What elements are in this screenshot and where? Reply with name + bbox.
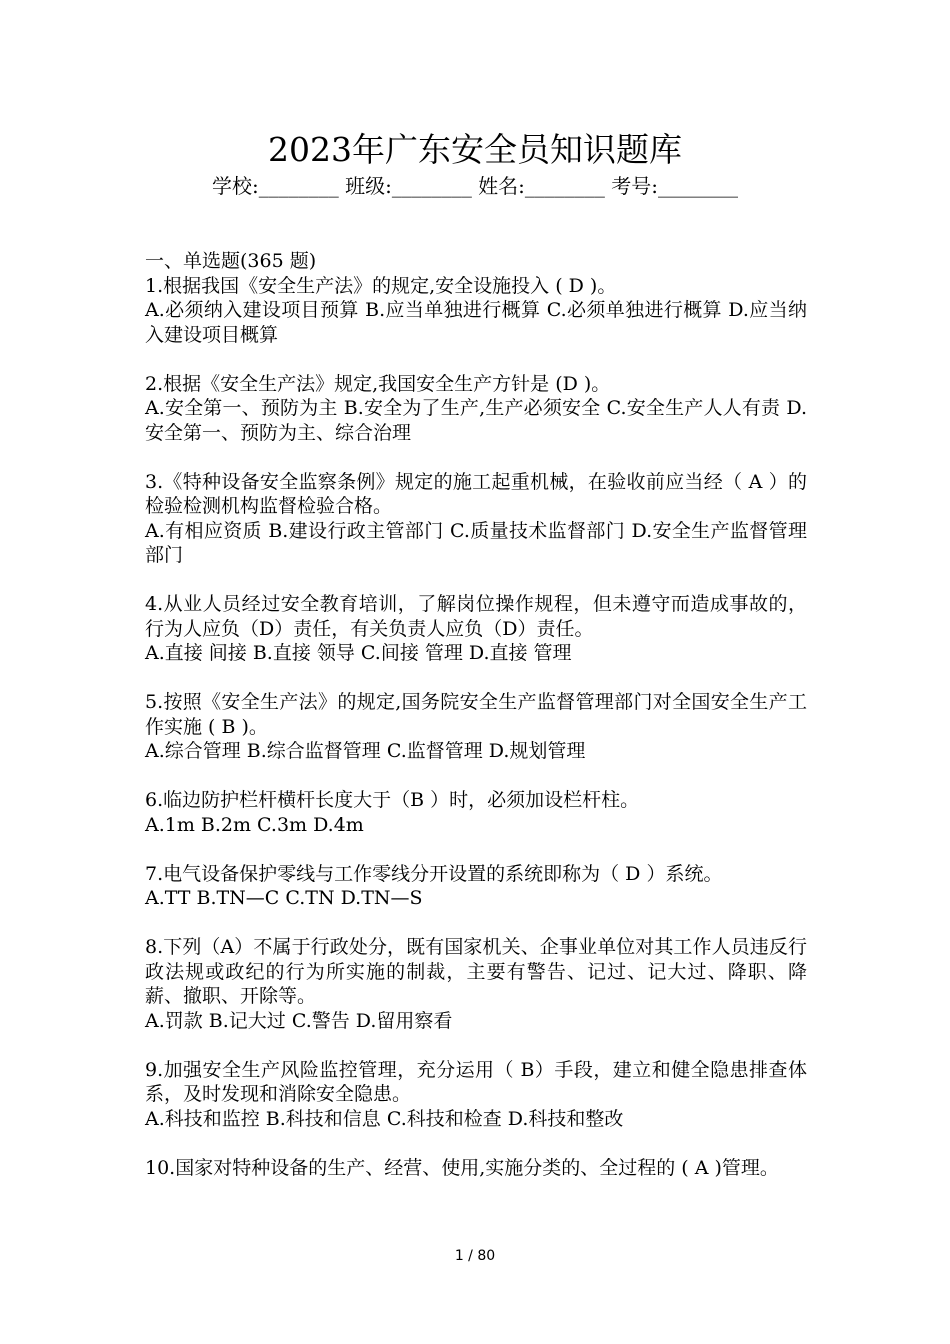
question-stem: 9.加强安全生产风险监控管理，充分运用（ B）手段，建立和健全隐患排查体系，及时发现和消除安全隐患。 <box>145 1058 807 1105</box>
question-options: A.安全第一、预防为主 B.安全为了生产,生产必须安全 C.安全生产人人有责 D.安全第一、预防为主、综合治理 <box>145 397 807 444</box>
document-title: 2023年广东安全员知识题库 <box>268 130 682 169</box>
question-stem: 2.根据《安全生产法》规定,我国安全生产方针是 (D )。 <box>145 372 611 395</box>
question-item-8 <box>145 935 807 1033</box>
question-stem: 4.从业人员经过安全教育培训，了解岗位操作规程，但未遵守而造成事故的，行为人应负（D）责任，有关负责人应负（D）责任。 <box>145 593 807 640</box>
question-stem: 8.下列（A）不属于行政处分，既有国家机关、企事业单位对其工作人员违反行政法规或政纪的行为所实施的制裁，主要有警告、记过、记大过、降职、降薪、撤职、开除等。 <box>145 936 807 1007</box>
question-item-1 <box>145 274 807 348</box>
page-number: 1 / 80 <box>454 1248 496 1264</box>
question-item-6 <box>145 788 807 837</box>
question-options: A.直接 间接 B.直接 领导 C.间接 管理 D.直接 管理 <box>145 642 572 664</box>
question-stem: 1.根据我国《安全生产法》的规定,安全设施投入 ( D )。 <box>145 274 617 297</box>
question-item-3 <box>145 470 807 568</box>
question-item-10 <box>145 1156 807 1181</box>
section-heading: 一、单选题(365 题) <box>145 250 317 272</box>
question-stem: 5.按照《安全生产法》的规定,国务院安全生产监督管理部门对全国安全生产工作实施 ( B )。 <box>145 691 807 738</box>
question-item-7 <box>145 862 807 911</box>
question-stem: 3.《特种设备安全监察条例》规定的施工起重机械，在验收前应当经（ A ）的检验检测机构监督检验合格。 <box>145 470 807 517</box>
question-stem: 6.临边防护栏杆横杆长度大于（B ）时，必须加设栏杆柱。 <box>145 789 640 811</box>
question-options: A.必须纳入建设项目预算 B.应当单独进行概算 C.必须单独进行概算 D.应当纳入建设项目概算 <box>145 299 807 346</box>
student-info-line: 学校:________ 班级:________ 姓名:________ 考号:________ <box>211 174 739 198</box>
question-options: A.有相应资质 B.建设行政主管部门 C.质量技术监督部门 D.安全生产监督管理部门 <box>145 519 807 566</box>
question-stem: 10.国家对特种设备的生产、经营、使用,实施分类的、全过程的 ( A )管理。 <box>145 1156 779 1179</box>
question-options: A.综合管理 B.综合监督管理 C.监督管理 D.规划管理 <box>145 740 586 762</box>
question-list <box>145 249 807 1205</box>
question-options: A.1m B.2m C.3m D.4m <box>145 813 364 836</box>
question-options: A.TT B.TN—C C.TN D.TN—S <box>145 887 423 909</box>
question-item-9 <box>145 1058 807 1132</box>
question-item-4 <box>145 592 807 666</box>
question-options: A.罚款 B.记大过 C.警告 D.留用察看 <box>145 1009 453 1032</box>
question-item-5 <box>145 690 807 764</box>
question-options: A.科技和监控 B.科技和信息 C.科技和检查 D.科技和整改 <box>145 1107 624 1130</box>
question-item-2 <box>145 372 807 446</box>
question-stem: 7.电气设备保护零线与工作零线分开设置的系统即称为（ D ）系统。 <box>145 862 723 885</box>
